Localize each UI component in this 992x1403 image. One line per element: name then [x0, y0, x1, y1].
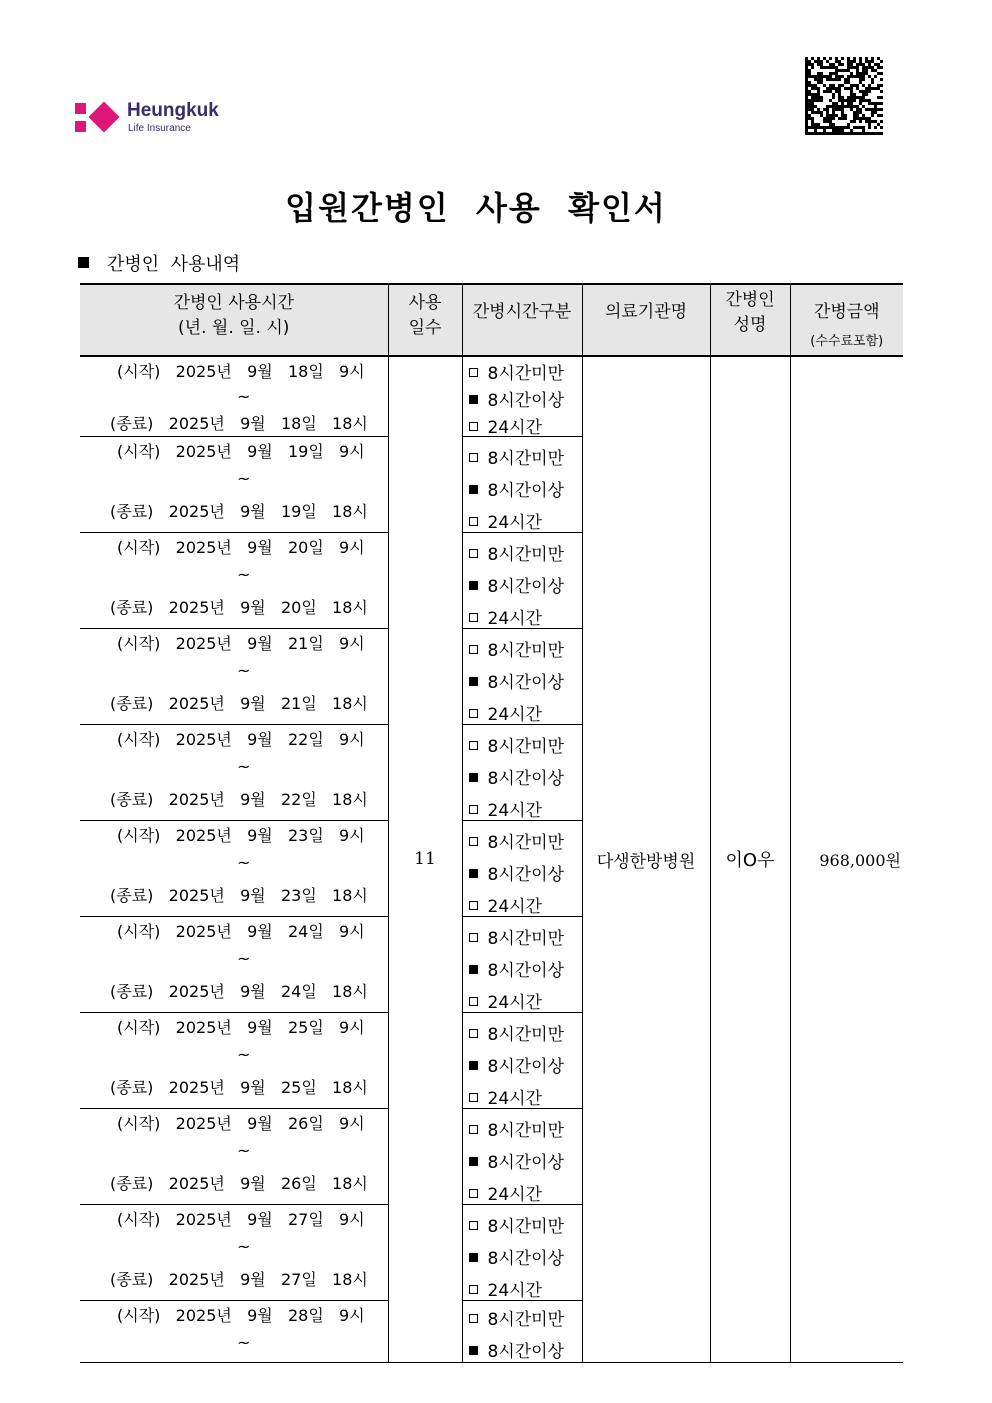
checked-box-icon: [469, 1253, 478, 1262]
unchecked-box-icon: [469, 837, 478, 846]
period-end: (종료) 2025년 9월 21일 18시: [110, 693, 368, 713]
care-type-cell: [462, 1012, 582, 1108]
period-tilde: ~: [237, 948, 251, 968]
header-days-line2: 일수: [408, 318, 442, 338]
caregiver-usage-table: [80, 283, 903, 1363]
care-type-label: 8시간이상: [487, 960, 565, 981]
unchecked-box-icon: [469, 613, 478, 622]
care-type-label: 8시간이상: [487, 480, 565, 501]
unchecked-box-icon: [469, 645, 478, 654]
period-tilde: ~: [237, 660, 251, 680]
unchecked-box-icon: [469, 933, 478, 942]
care-type-option: [469, 1116, 565, 1141]
period-start: (시작) 2025년 9월 25일 9시: [117, 1017, 365, 1037]
care-type-option: [469, 1148, 565, 1173]
care-type-option: [469, 636, 565, 661]
header-period: [80, 284, 388, 356]
unchecked-box-icon: [469, 1093, 478, 1102]
header-amount-line2: (수수료포함): [810, 334, 884, 349]
care-type-option: [469, 604, 542, 629]
care-type-label: 24시간: [487, 992, 542, 1013]
care-type-label: 8시간이상: [487, 1152, 565, 1173]
header-caregiver-line2: 성명: [733, 315, 767, 335]
unchecked-box-icon: [469, 517, 478, 526]
period-start: (시작) 2025년 9월 19일 9시: [117, 441, 365, 461]
care-type-cell: [462, 1204, 582, 1300]
care-type-option: [469, 359, 565, 384]
period-cell: [80, 916, 388, 1012]
period-start: (시작) 2025년 9월 24일 9시: [117, 921, 365, 941]
unchecked-box-icon: [469, 805, 478, 814]
header-period-line1: 간병인 사용시간: [173, 293, 294, 313]
period-cell: [80, 628, 388, 724]
section-heading: [78, 250, 240, 276]
table-row: [80, 356, 903, 436]
period-tilde: ~: [237, 387, 251, 406]
care-type-label: 8시간이상: [487, 864, 565, 885]
logo-subtitle: Life Insurance: [128, 123, 191, 134]
checked-box-icon: [469, 869, 478, 878]
care-type-cell: [462, 356, 582, 436]
checked-box-icon: [469, 677, 478, 686]
care-type-option: [469, 1180, 542, 1205]
unchecked-box-icon: [469, 1125, 478, 1134]
period-cell: [80, 724, 388, 820]
period-tilde: ~: [237, 1332, 251, 1352]
unchecked-box-icon: [469, 1029, 478, 1038]
care-type-option: [469, 924, 565, 949]
care-type-label: 8시간미만: [487, 928, 565, 949]
care-type-label: 8시간미만: [487, 1309, 565, 1330]
header-amount: [790, 284, 903, 356]
period-cell: [80, 1204, 388, 1300]
unchecked-box-icon: [469, 997, 478, 1006]
care-type-option: [469, 828, 565, 853]
period-end: (종료) 2025년 9월 22일 18시: [110, 789, 368, 809]
care-type-option: [469, 1052, 565, 1077]
period-cell: [80, 436, 388, 532]
unchecked-box-icon: [469, 368, 478, 377]
header-days: [388, 284, 462, 356]
period-end: (종료) 2025년 9월 19일 18시: [110, 501, 368, 521]
period-tilde: ~: [237, 1140, 251, 1160]
period-tilde: ~: [237, 1044, 251, 1064]
care-type-label: 8시간이상: [487, 768, 565, 789]
care-type-option: [469, 540, 565, 565]
checked-box-icon: [469, 965, 478, 974]
care-type-option: [469, 1084, 542, 1109]
unchecked-box-icon: [469, 422, 478, 431]
care-type-option: [469, 988, 542, 1013]
period-start: (시작) 2025년 9월 26일 9시: [117, 1113, 365, 1133]
logo-diamond-icon: [88, 101, 119, 132]
period-tilde: ~: [237, 1236, 251, 1256]
period-end: (종료) 2025년 9월 18일 18시: [110, 414, 368, 433]
period-tilde: ~: [237, 852, 251, 872]
period-end: (종료) 2025년 9월 26일 18시: [110, 1173, 368, 1193]
care-type-label: 8시간이상: [487, 1056, 565, 1077]
care-type-option: [469, 476, 565, 501]
logo-square-icon: [75, 103, 86, 114]
care-type-cell: [462, 1300, 582, 1362]
care-type-label: 24시간: [487, 512, 542, 533]
care-type-label: 24시간: [487, 1088, 542, 1109]
square-bullet-icon: [78, 257, 89, 268]
period-cell: [80, 356, 388, 436]
qr-code-icon: [805, 57, 883, 135]
care-type-label: 8시간미만: [487, 1216, 565, 1237]
care-type-label: 24시간: [487, 704, 542, 725]
hospital-name: 다생한방병원: [582, 356, 710, 1362]
checked-box-icon: [469, 581, 478, 590]
period-tilde: ~: [237, 564, 251, 584]
unchecked-box-icon: [469, 549, 478, 558]
care-amount: 968,000원: [790, 356, 903, 1362]
care-type-label: 8시간미만: [487, 1120, 565, 1141]
care-type-label: 24시간: [487, 418, 542, 438]
period-tilde: ~: [237, 468, 251, 488]
care-type-label: 8시간미만: [487, 832, 565, 853]
document-title: 입원간병인 사용 확인서: [285, 189, 667, 227]
company-logo: [75, 100, 245, 140]
care-type-option: [469, 1212, 565, 1237]
care-type-label: 8시간이상: [487, 1248, 565, 1269]
care-type-option: [469, 1020, 565, 1045]
header-period-line2: (년. 월. 일. 시): [178, 318, 290, 338]
unchecked-box-icon: [469, 1314, 478, 1323]
care-type-cell: [462, 724, 582, 820]
care-type-option: [469, 413, 542, 438]
period-end: (종료) 2025년 9월 27일 18시: [110, 1269, 368, 1289]
checked-box-icon: [469, 395, 478, 404]
logo-name: Heungkuk: [127, 100, 219, 121]
period-tilde: ~: [237, 756, 251, 776]
period-end: (종료) 2025년 9월 25일 18시: [110, 1077, 368, 1097]
header-caregiver: [710, 284, 790, 356]
unchecked-box-icon: [469, 1285, 478, 1294]
care-type-option: [469, 386, 565, 411]
care-type-option: [469, 956, 565, 981]
period-end: (종료) 2025년 9월 20일 18시: [110, 597, 368, 617]
care-type-option: [469, 1244, 565, 1269]
care-type-cell: [462, 916, 582, 1012]
period-cell: [80, 532, 388, 628]
care-type-option: [469, 1276, 542, 1301]
care-type-label: 24시간: [487, 608, 542, 629]
header-days-line1: 사용: [408, 293, 442, 313]
care-type-cell: [462, 820, 582, 916]
period-start: (시작) 2025년 9월 23일 9시: [117, 825, 365, 845]
care-type-cell: [462, 436, 582, 532]
unchecked-box-icon: [469, 741, 478, 750]
checked-box-icon: [469, 485, 478, 494]
care-type-cell: [462, 628, 582, 724]
checked-box-icon: [469, 773, 478, 782]
period-cell: [80, 820, 388, 916]
unchecked-box-icon: [469, 1221, 478, 1230]
care-type-label: 24시간: [487, 1280, 542, 1301]
period-start: (시작) 2025년 9월 28일 9시: [117, 1305, 365, 1325]
care-type-label: 8시간미만: [487, 1024, 565, 1045]
care-type-label: 8시간이상: [487, 391, 565, 411]
care-type-label: 8시간미만: [487, 448, 565, 469]
care-type-option: [469, 732, 565, 757]
care-type-label: 8시간이상: [487, 1341, 565, 1362]
section-label: 간병인 사용내역: [107, 254, 241, 275]
unchecked-box-icon: [469, 709, 478, 718]
care-type-label: 8시간미만: [487, 544, 565, 565]
header-caregiver-line1: 간병인: [725, 290, 775, 310]
period-cell: [80, 1012, 388, 1108]
period-start: (시작) 2025년 9월 20일 9시: [117, 537, 365, 557]
care-type-option: [469, 796, 542, 821]
care-type-option: [469, 508, 542, 533]
period-cell: [80, 1108, 388, 1204]
logo-square-icon: [75, 121, 86, 132]
care-type-option: [469, 892, 542, 917]
care-type-option: [469, 668, 565, 693]
care-type-label: 8시간미만: [487, 736, 565, 757]
care-type-option: [469, 764, 565, 789]
unchecked-box-icon: [469, 453, 478, 462]
header-amount-line1: 간병금액: [813, 302, 880, 322]
caregiver-name: 이O우: [710, 356, 790, 1362]
header-hospital: 의료기관명: [582, 284, 710, 356]
header-type: 간병시간구분: [462, 284, 582, 356]
period-end: (종료) 2025년 9월 24일 18시: [110, 981, 368, 1001]
care-type-option: [469, 444, 565, 469]
period-start: (시작) 2025년 9월 21일 9시: [117, 633, 365, 653]
checked-box-icon: [469, 1346, 478, 1355]
period-start: (시작) 2025년 9월 18일 9시: [117, 362, 365, 381]
care-type-label: 8시간이상: [487, 672, 565, 693]
care-type-cell: [462, 1108, 582, 1204]
care-type-option: [469, 860, 565, 885]
care-type-cell: [462, 532, 582, 628]
care-type-label: 24시간: [487, 800, 542, 821]
unchecked-box-icon: [469, 901, 478, 910]
unchecked-box-icon: [469, 1189, 478, 1198]
period-start: (시작) 2025년 9월 27일 9시: [117, 1209, 365, 1229]
period-cell: [80, 1300, 388, 1362]
care-type-label: 8시간이상: [487, 576, 565, 597]
care-type-label: 24시간: [487, 896, 542, 917]
care-type-label: 8시간미만: [487, 364, 565, 384]
period-start: (시작) 2025년 9월 22일 9시: [117, 729, 365, 749]
care-type-label: 8시간미만: [487, 640, 565, 661]
period-end: (종료) 2025년 9월 23일 18시: [110, 885, 368, 905]
care-type-option: [469, 572, 565, 597]
checked-box-icon: [469, 1061, 478, 1070]
care-type-option: [469, 1305, 565, 1330]
care-type-option: [469, 700, 542, 725]
care-type-option: [469, 1337, 565, 1362]
usage-days: 11: [388, 356, 462, 1362]
care-type-label: 24시간: [487, 1184, 542, 1205]
checked-box-icon: [469, 1157, 478, 1166]
